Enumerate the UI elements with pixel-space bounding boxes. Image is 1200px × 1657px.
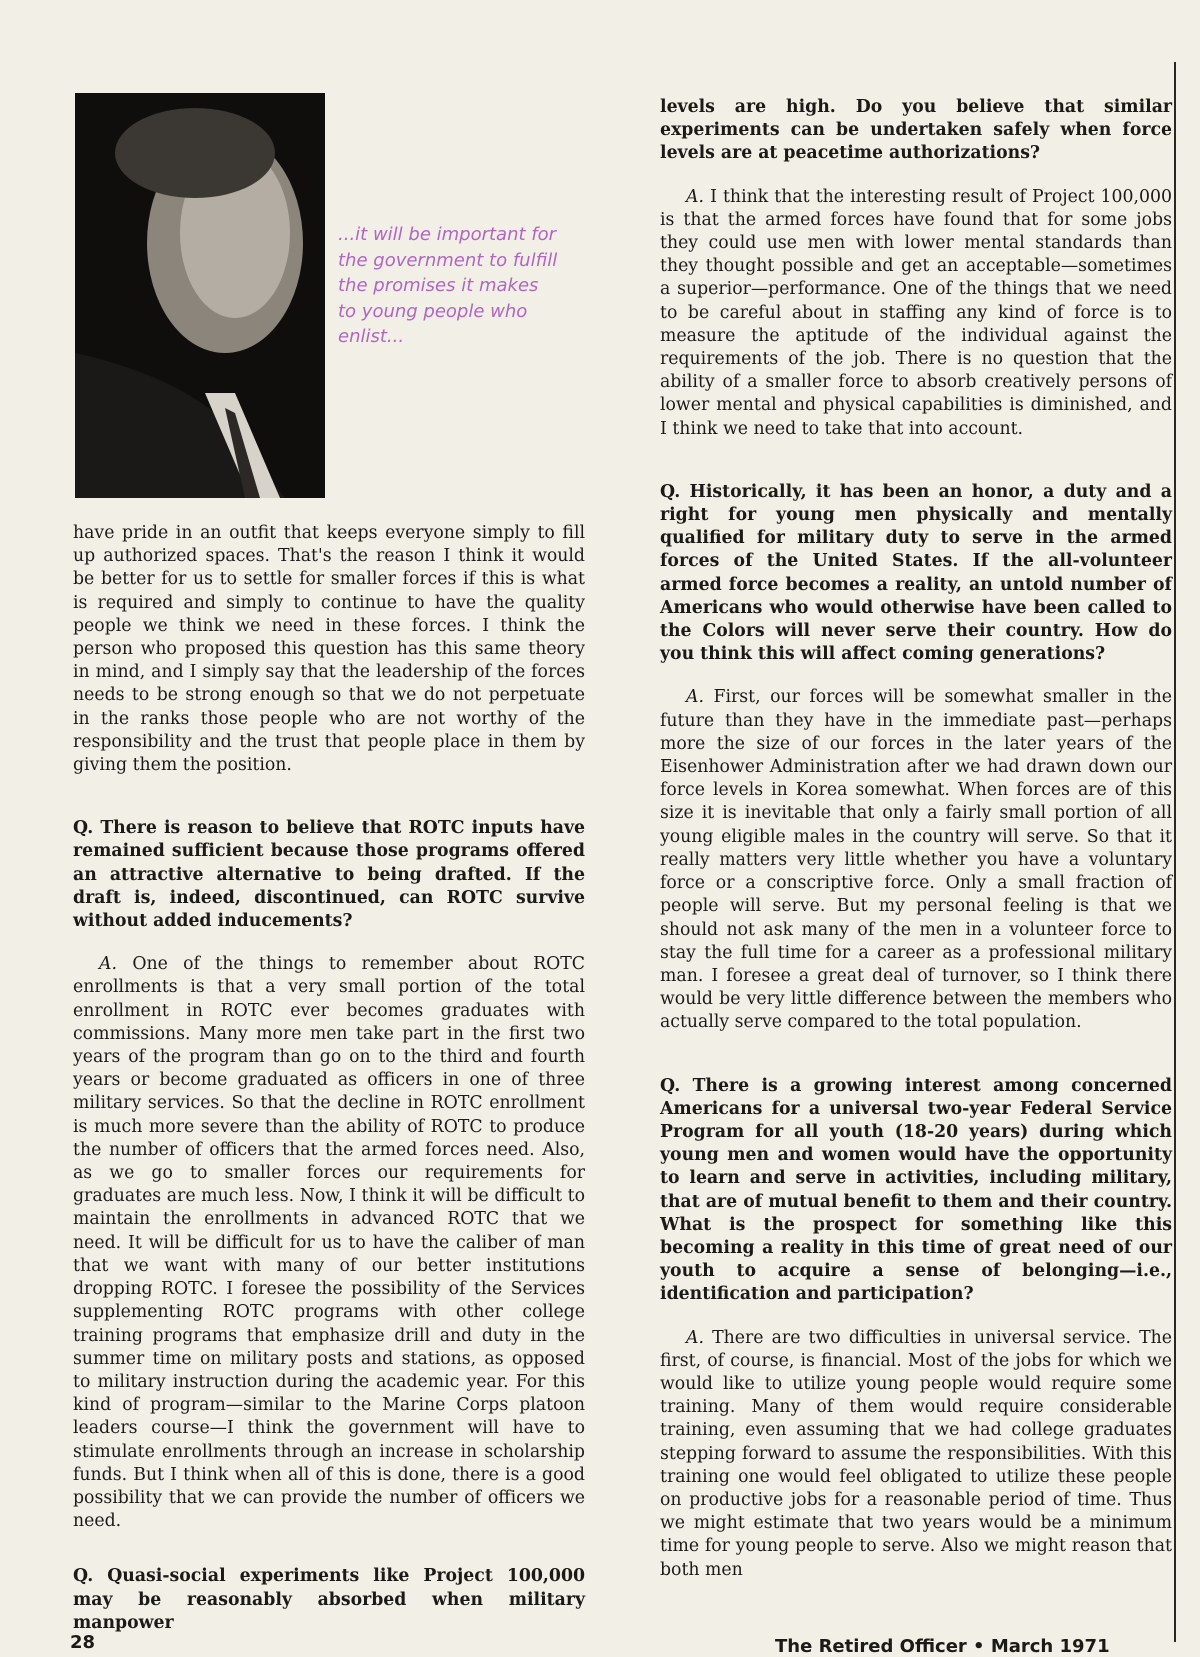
answer-project-100000 [660,186,1172,441]
publication-footer: The Retired Officer • March 1971 [775,1636,1110,1657]
answer-text: I think that the interesting result of Project 100,000 is that the armed forces have found that for some jobs they could use men with lower mental standards than they thought possible and get an acceptable—sometimes a superior—performance. One of the things that we need to be careful about in staffing any kind of force is to measure the aptitude of the individual against the requirements of the job. There is no question that the ability of a smaller force to absorb creatively persons of lower mental and physical capabilities is diminished, and I think we need to take that into account. [660,186,1172,439]
page-number: 28 [70,1632,96,1653]
answer-text: There are two difficulties in universal service. The first, of course, is financial. Most of the jobs for which we would like to utilize young people would require some training. Many of them would require considerable training, even assuming that we had college graduates stepping forward to assume the responsibilities. With this training one would feel obligated to utilize these people on productive jobs for a reasonable period of time. Thus we might estimate that two years would be a minimum time for young people to serve. Also we might reason that both men [660,1327,1172,1580]
right-column [660,96,1172,1582]
question-project-100000: Q. Quasi-social experiments like Project 100,000 may be reasonably absorbed when military manpower [73,1566,585,1633]
pull-quote: ...it will be important for the government to fulfill the promises it makes to young people who enlist... [338,224,558,347]
answer-rotc [73,953,585,1533]
question-honor-duty: Q. Historically, it has been an honor, a duty and a right for young men physically and mentally qualified for military duty to serve in the armed forces of the United States. If the all-volunteer armed force becomes a reality, an untold number of Americans who would otherwise have been called to the Colors will never serve their country. How do you think this will affect coming generations? [660,481,1172,665]
answer-federal-service [660,1327,1172,1582]
portrait-illustration [75,93,325,498]
question-federal-service: Q. There is a growing interest among concerned Americans for a universal two-year Federal Service Program for all youth (18-20 years) during which young men and women would have the opportunity to learn and serve in activities, including military, that are of mutual benefit to them and their country. What is the prospect for something like this becoming a reality in this time of great need of our youth to acquire a sense of belonging—i.e., identification and participation? [660,1075,1172,1305]
question-project-100000-continued: levels are high. Do you believe that similar experiments can be undertaken safely when force levels are at peacetime authorizations? [660,97,1172,164]
answer-marker: A. [99,954,117,975]
question-rotc: Q. There is reason to believe that ROTC inputs have remained sufficient because those programs offered an attractive alternative to being drafted. If the draft is, indeed, discontinued, can ROTC survive without added inducements? [73,818,585,932]
answer-honor-duty [660,686,1172,1034]
answer-marker: A. [686,687,704,708]
page-edge-rule [1174,62,1176,1642]
answer-text: One of the things to remember about ROTC enrollments is that a very small portion of the total enrollment in ROTC ever becomes graduates with commissions. Many more men take part in the first two years of the program than go on to the third and fourth years or become graduated as officers in one of three military services. So that the decline in ROTC enrollment is much more severe than the ability of ROTC to produce the number of officers that the armed forces need. Also, as we go to smaller forces our requirements for graduates are much less. Now, I think it will be difficult to maintain the enrollments in advanced ROTC that we need. It will be difficult for us to have the caliber of man that we want with many of our better institutions dropping ROTC. I foresee the possibility of the Services supplementing ROTC programs with other college training programs that emphasize drill and duty in the summer time on military posts and stations, as opposed to military instruction during the academic year. For this kind of program—similar to the Marine Corps platoon leaders course—I think the government will have to stimulate enrollments through an increase in scholarship funds. But I think when all of this is done, there is a good possibility that we can provide the number of officers we need. [73,954,585,1532]
body-paragraph: have pride in an outfit that keeps everyone simply to fill up authorized spaces. That's the reason I think it would be better for us to settle for smaller forces if this is what is required and simply to continue to have the quality people we think we need in these forces. I think the person who proposed this question has this same theory in mind, and I simply say that the leadership of the forces needs to be strong enough so that we do not perpetuate in the ranks those people who are not worthy of the responsibility and the trust that people place in them by giving them the position. [73,523,585,776]
portrait-photo [75,93,325,498]
answer-marker: A. [686,1327,704,1348]
answer-marker: A. [686,186,704,207]
answer-text: First, our forces will be somewhat smaller in the future than they have in the immediate past—perhaps more the size of our forces in the later years of the Eisenhower Administration after we had drawn down our force levels in Korea somewhat. When forces are of this size it is inevitable that only a fairly small portion of all young eligible males in the country will serve. So that it really matters very little whether you have a voluntary force or a conscriptive force. Only a small fraction of people will serve. But my personal feeling is that we should not ask many of the men in a volunteer force to stay the full time for a career as a professional military man. I foresee a great deal of turnover, so I think there would be very little difference between the members who actually serve compared to the total population. [660,687,1173,1033]
left-column [73,522,585,1635]
